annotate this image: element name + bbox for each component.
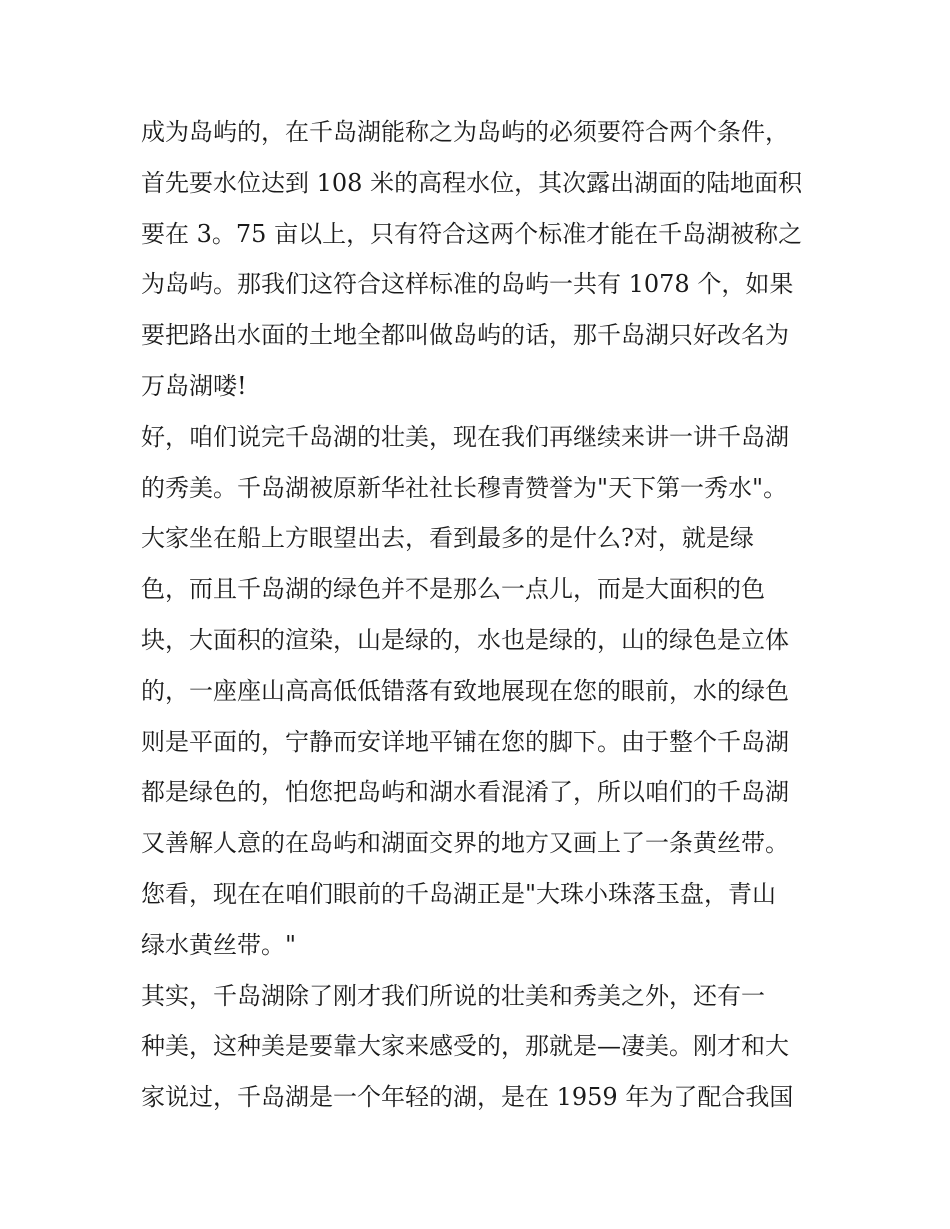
text-line: 大家坐在船上方眼望出去，看到最多的是什么?对，就是绿 xyxy=(141,524,754,553)
text-line: 为岛屿。那我们这符合这样标准的岛屿一共有 1078 个，如果 xyxy=(141,270,794,299)
body-text xyxy=(141,107,821,1123)
text-line: 都是绿色的，怕您把岛屿和湖水看混淆了，所以咱们的千岛湖 xyxy=(141,778,789,807)
text-line: 块，大面积的渲染，山是绿的，水也是绿的，山的绿色是立体 xyxy=(141,625,789,654)
text-line: 又善解人意的在岛屿和湖面交界的地方又画上了一条黄丝带。 xyxy=(141,829,789,858)
text-line: 您看，现在在咱们眼前的千岛湖正是"大珠小珠落玉盘，青山 xyxy=(141,879,777,908)
text-line: 要把路出水面的土地全都叫做岛屿的话，那千岛湖只好改名为 xyxy=(141,321,789,350)
text-line: 首先要水位达到 108 米的高程水位，其次露出湖面的陆地面积 xyxy=(141,168,803,197)
text-line: 要在 3。75 亩以上，只有符合这两个标准才能在千岛湖被称之 xyxy=(141,219,803,248)
text-line: 绿水黄丝带。" xyxy=(141,930,297,959)
text-line: 色，而且千岛湖的绿色并不是那么一点儿，而是大面积的色 xyxy=(141,575,765,604)
text-line: 则是平面的，宁静而安详地平铺在您的脚下。由于整个千岛湖 xyxy=(141,727,789,756)
text-line: 种美，这种美是要靠大家来感受的，那就是—凄美。刚才和大 xyxy=(141,1032,789,1061)
text-line: 成为岛屿的，在千岛湖能称之为岛屿的必须要符合两个条件， xyxy=(141,118,789,146)
text-line: 其实，千岛湖除了刚才我们所说的壮美和秀美之外，还有一 xyxy=(141,981,765,1010)
text-line: 万岛湖喽! xyxy=(141,371,247,400)
text-line: 好，咱们说完千岛湖的壮美，现在我们再继续来讲一讲千岛湖 xyxy=(141,422,789,451)
text-line: 家说过，千岛湖是一个年轻的湖，是在 1959 年为了配合我国 xyxy=(141,1083,794,1112)
text-line: 的秀美。千岛湖被原新华社社长穆青赞誉为"天下第一秀水"。 xyxy=(141,473,788,502)
text-line: 的，一座座山高高低低错落有致地展现在您的眼前，水的绿色 xyxy=(141,676,789,705)
